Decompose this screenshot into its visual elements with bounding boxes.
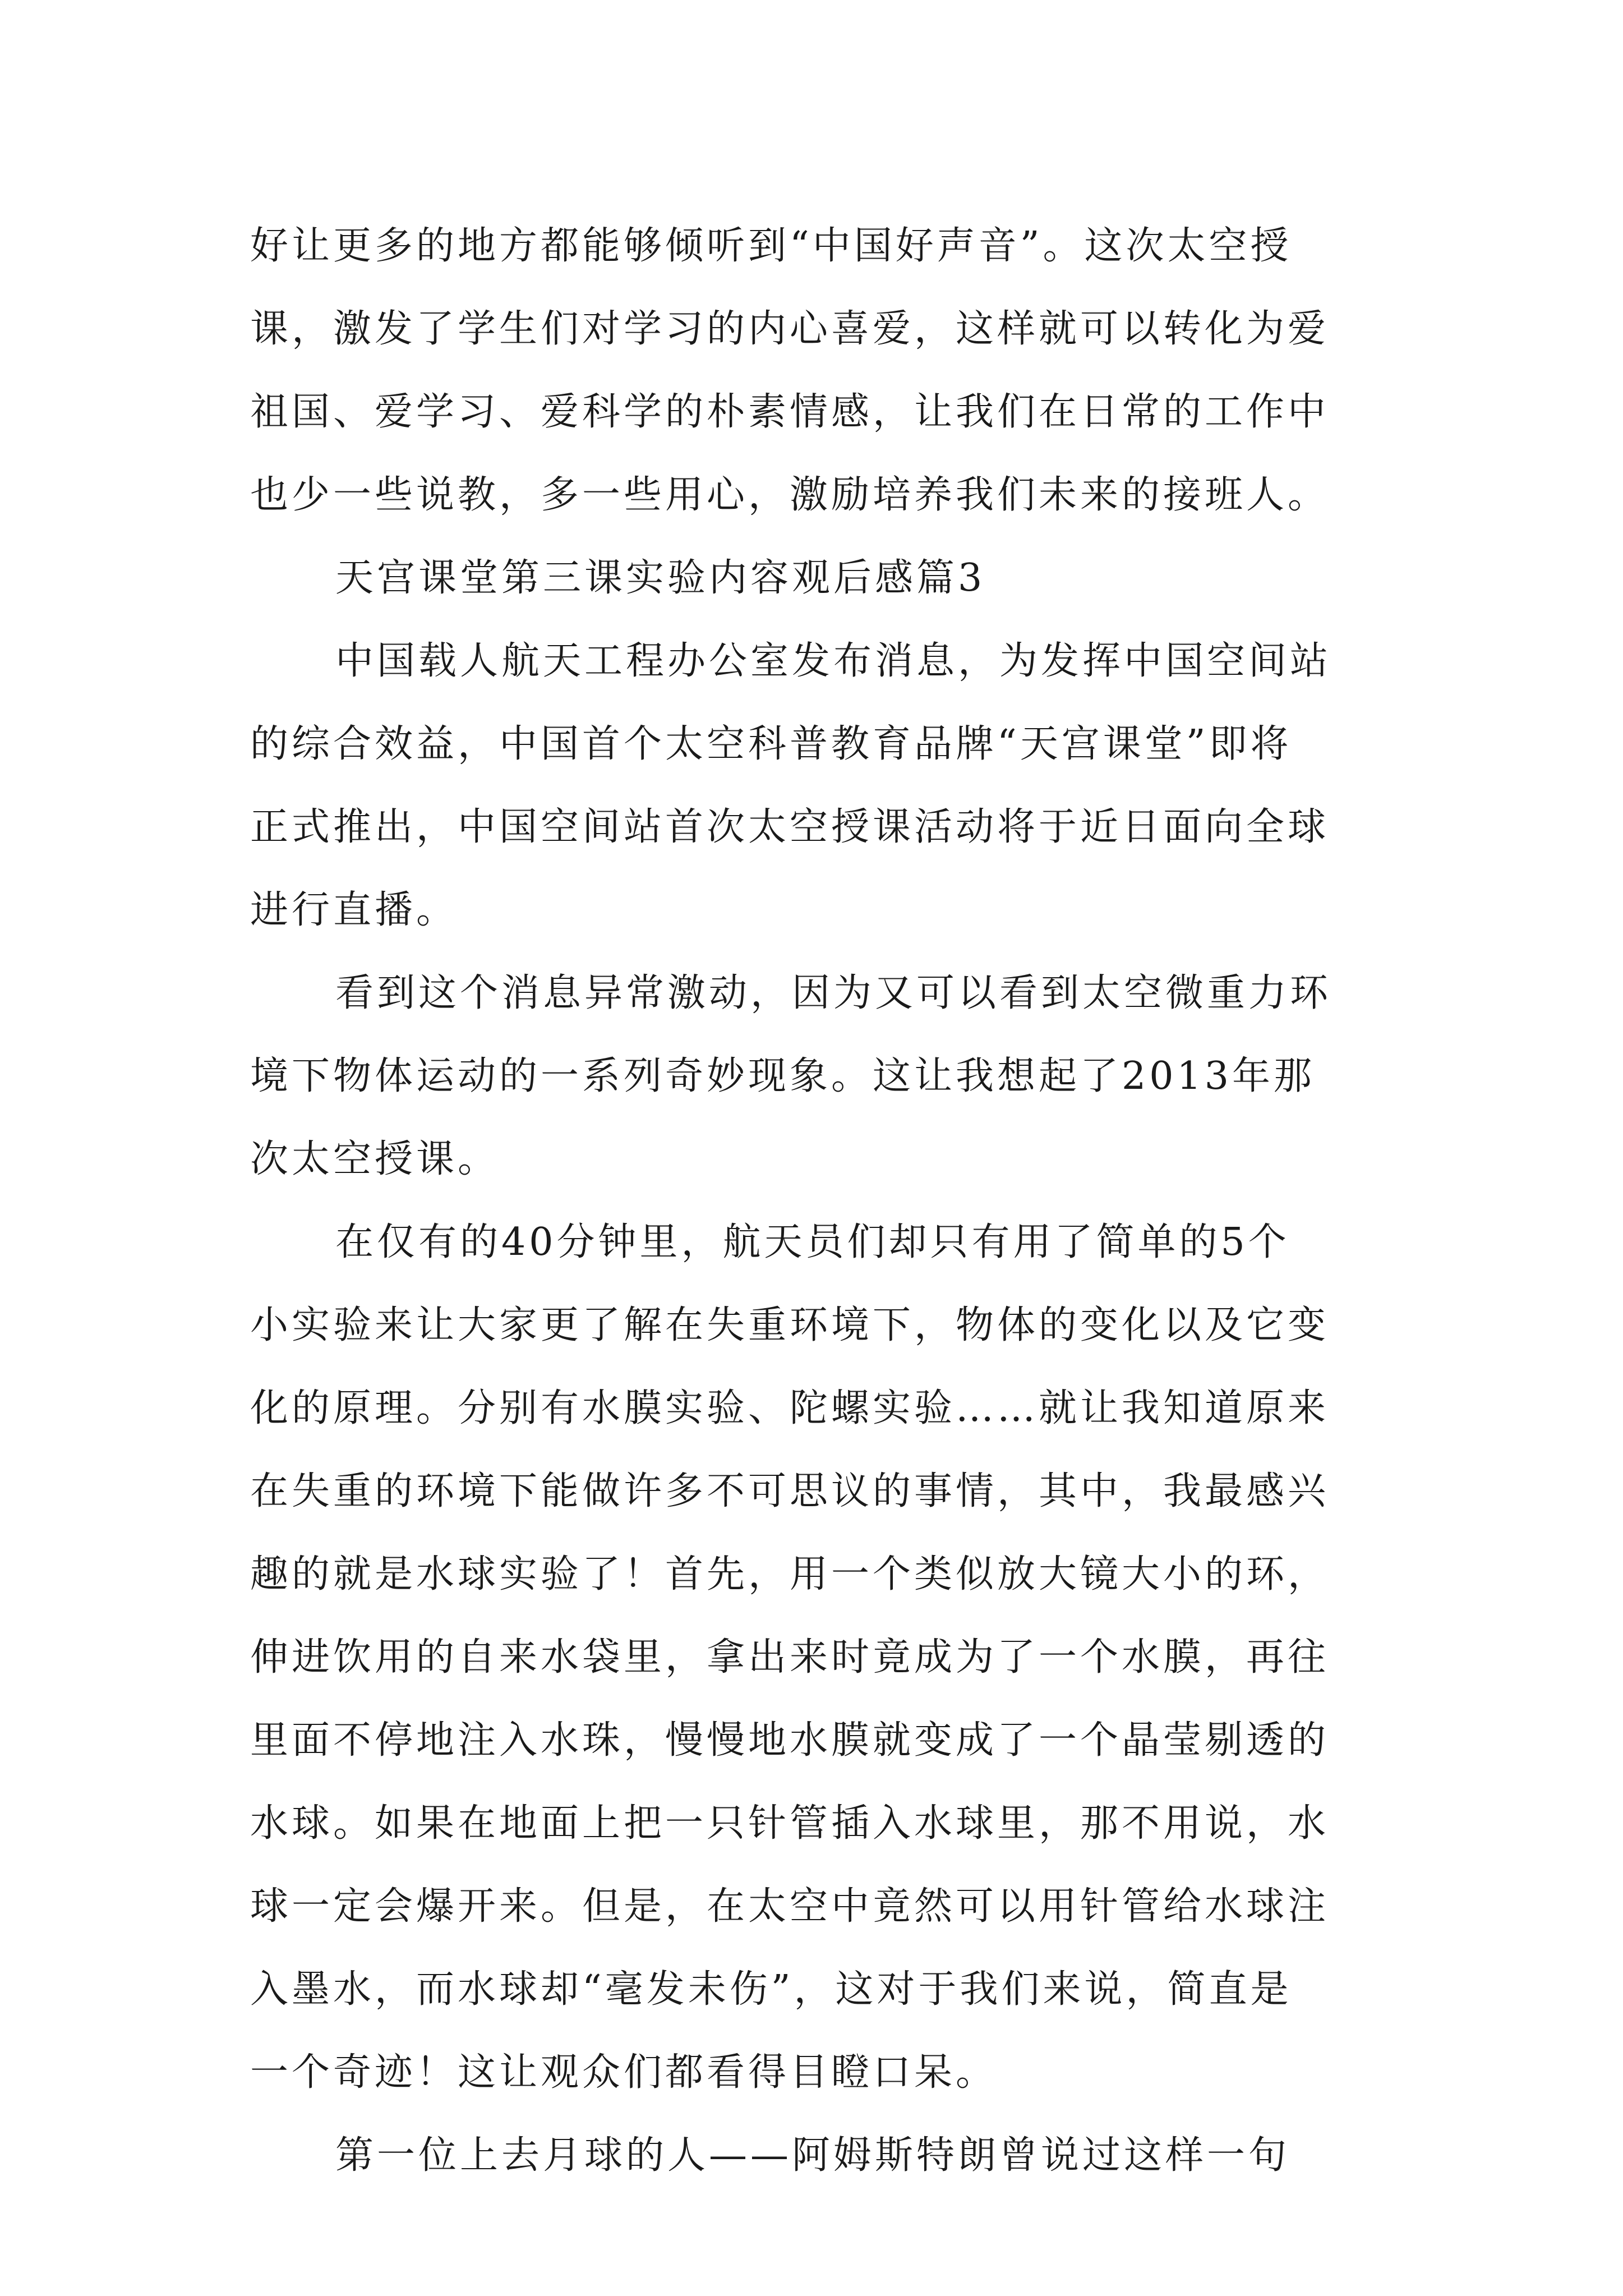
text-line: 次太空授课。 xyxy=(250,1137,500,1181)
text-line: 正式推出，中国空间站首次太空授课活动将于近日面向全球 xyxy=(250,805,1330,849)
text-line: 的综合效益，中国首个太空科普教育品牌“天宫课堂”即将 xyxy=(250,722,1292,766)
text-line: 一个奇迹！这让观众们都看得目瞪口呆。 xyxy=(250,2050,998,2095)
text-line: 在仅有的40分钟里，航天员们却只有用了简单的5个 xyxy=(335,1220,1290,1264)
text-line: 好让更多的地方都能够倾听到“中国好声音”。这次太空授 xyxy=(250,224,1292,268)
section-heading: 天宫课堂第三课实验内容观后感篇3 xyxy=(335,556,986,600)
text-line: 第一位上去月球的人——阿姆斯特朗曾说过这样一句 xyxy=(335,2133,1290,2178)
text-line: 趣的就是水球实验了！首先，用一个类似放大镜大小的环， xyxy=(250,1552,1330,1596)
text-line: 祖国、爱学习、爱科学的朴素情感，让我们在日常的工作中 xyxy=(250,390,1330,434)
text-line: 中国载人航天工程办公室发布消息，为发挥中国空间站 xyxy=(335,639,1332,683)
document-body xyxy=(250,205,1389,2197)
text-line: 小实验来让大家更了解在失重环境下，物体的变化以及它变 xyxy=(250,1303,1330,1347)
text-line: 进行直播。 xyxy=(250,888,458,932)
text-line: 境下物体运动的一系列奇妙现象。这让我想起了2013年那 xyxy=(250,1054,1316,1098)
text-line: 也少一些说教，多一些用心，激励培养我们未来的接班人。 xyxy=(250,473,1330,517)
text-line: 看到这个消息异常激动，因为又可以看到太空微重力环 xyxy=(335,971,1332,1015)
text-line: 球一定会爆开来。但是，在太空中竟然可以用针管给水球注 xyxy=(250,1884,1330,1929)
text-line: 里面不停地注入水珠，慢慢地水膜就变成了一个晶莹剔透的 xyxy=(250,1718,1330,1763)
text-line: 化的原理。分别有水膜实验、陀螺实验……就让我知道原来 xyxy=(250,1386,1330,1430)
text-line: 课，激发了学生们对学习的内心喜爱，这样就可以转化为爱 xyxy=(250,307,1330,351)
text-line: 水球。如果在地面上把一只针管插入水球里，那不用说，水 xyxy=(250,1801,1330,1846)
text-line: 伸进饮用的自来水袋里，拿出来时竟成为了一个水膜，再往 xyxy=(250,1635,1330,1680)
text-line: 在失重的环境下能做许多不可思议的事情，其中，我最感兴 xyxy=(250,1469,1330,1513)
text-line: 入墨水，而水球却“毫发未伤”，这对于我们来说，简直是 xyxy=(250,1967,1292,2012)
